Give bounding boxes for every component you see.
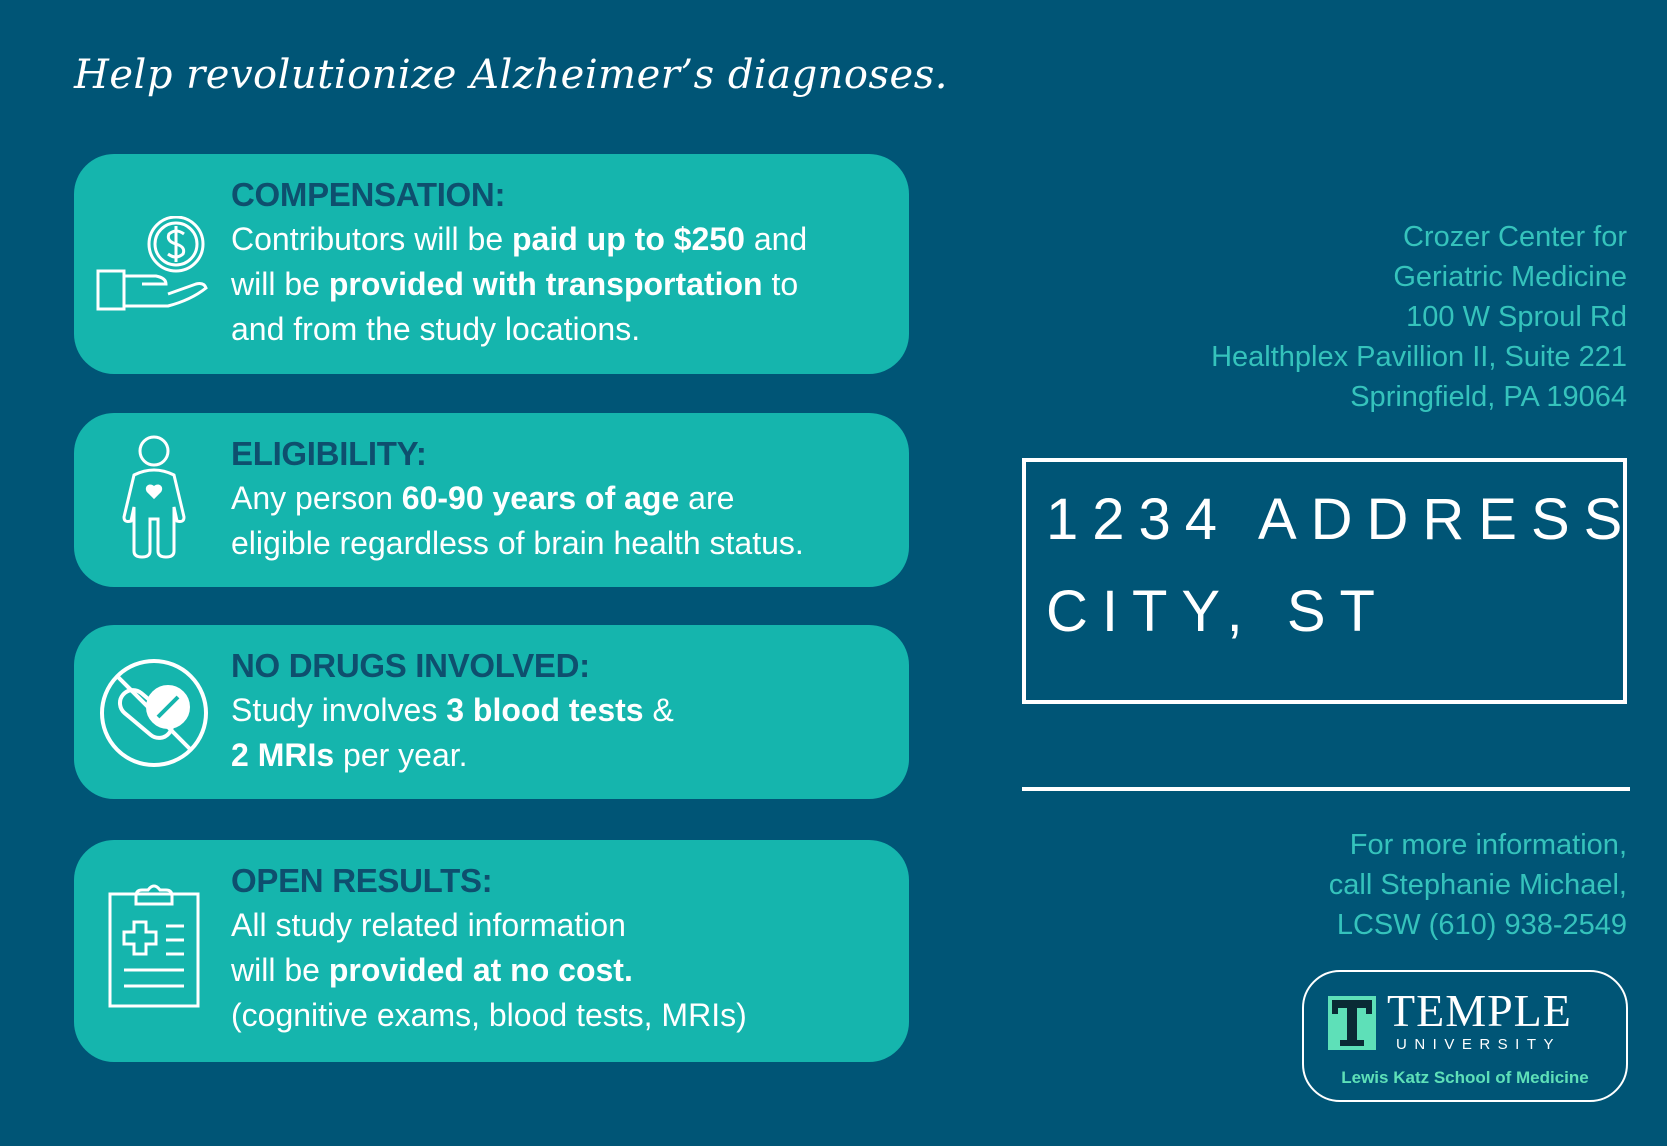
temple-t-icon [1328, 996, 1376, 1050]
card-line: will be provided with transportation to [231, 266, 799, 302]
no-drugs-card [74, 625, 909, 799]
no-drugs-text [231, 643, 889, 778]
card-line: Contributors will be paid up to $250 and [231, 221, 808, 257]
card-label: ELIGIBILITY: [231, 435, 427, 472]
temple-university-logo [1302, 970, 1628, 1102]
address-line: Springfield, PA 19064 [1350, 381, 1627, 413]
logo-name: TEMPLE [1387, 985, 1572, 1036]
mailing-city-line: CITY, ST [1046, 579, 1389, 644]
money-hand-icon [96, 216, 206, 316]
contact-line: LCSW (610) 938-2549 [1336, 909, 1627, 941]
address-line: Geriatric Medicine [1393, 261, 1627, 293]
headline: Help revolutionize Alzheimer’s diagnoses. [74, 52, 948, 98]
card-line: Any person 60-90 years of age are [231, 480, 735, 516]
open-results-card [74, 840, 909, 1062]
person-heart-icon [120, 435, 230, 559]
card-line: 2 MRIs per year. [231, 737, 468, 773]
eligibility-card [74, 413, 909, 587]
mailing-address-box [1022, 458, 1637, 704]
card-label: COMPENSATION: [231, 176, 506, 213]
eligibility-text [231, 431, 889, 566]
address-line: 100 W Sproul Rd [1406, 301, 1627, 333]
clipboard-medical-icon [108, 882, 218, 1008]
card-line: All study related information [231, 907, 626, 943]
mailing-address-line: 1234 ADDRESS [1046, 487, 1637, 552]
contact-line: For more information, [1349, 829, 1627, 861]
divider [1022, 787, 1630, 791]
card-line: eligible regardless of brain health status. [231, 525, 804, 561]
address-line: Crozer Center for [1402, 221, 1627, 253]
no-pills-icon [98, 657, 208, 769]
card-line: and from the study locations. [231, 311, 641, 347]
compensation-card [74, 154, 909, 374]
open-results-text [231, 858, 889, 1038]
card-label: OPEN RESULTS: [231, 862, 493, 899]
card-line: will be provided at no cost. [231, 952, 633, 988]
logo-school: Lewis Katz School of Medicine [1341, 1068, 1589, 1087]
location-address [1107, 217, 1627, 417]
card-label: NO DRUGS INVOLVED: [231, 647, 590, 684]
compensation-text [231, 172, 889, 352]
logo-subtitle: UNIVERSITY [1396, 1036, 1562, 1053]
card-line: (cognitive exams, blood tests, MRIs) [231, 997, 747, 1033]
contact-info [1107, 825, 1627, 945]
card-line: Study involves 3 blood tests & [231, 692, 674, 728]
contact-line: call Stephanie Michael, [1328, 869, 1627, 901]
address-line: Healthplex Pavillion II, Suite 221 [1211, 341, 1627, 373]
